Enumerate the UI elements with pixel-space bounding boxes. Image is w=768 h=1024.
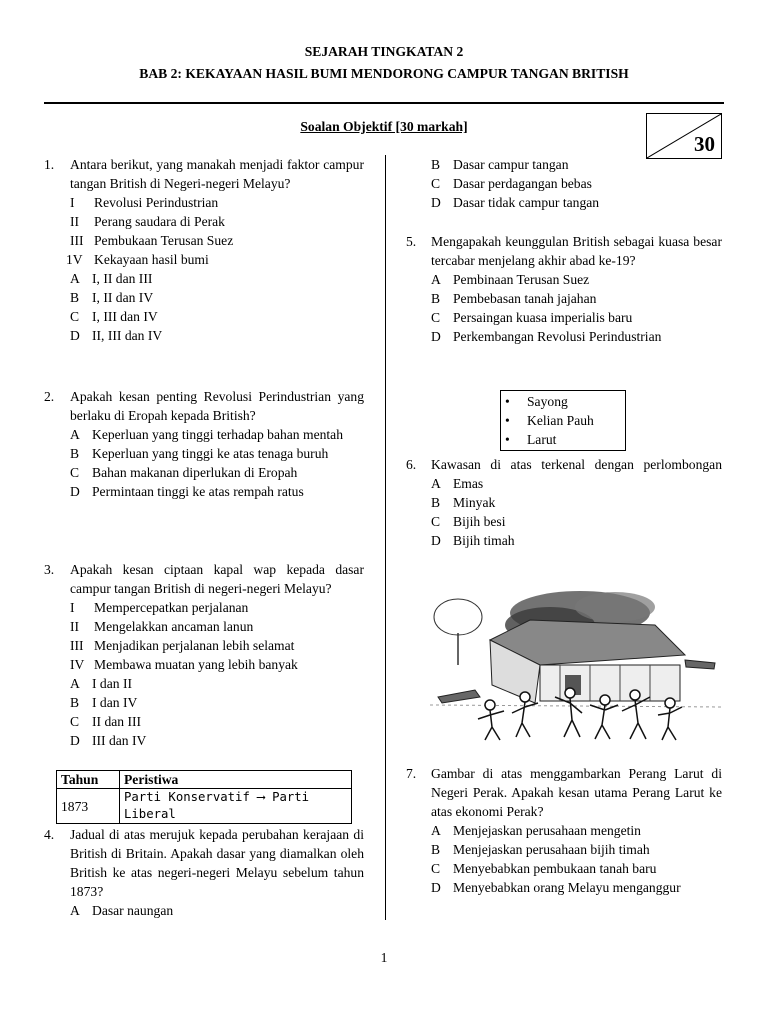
option-text: Menyebabkan pembukaan tanah baru	[453, 861, 657, 876]
question-number: 6.	[406, 457, 417, 472]
answer-option[interactable]	[70, 901, 364, 920]
option-letter: B	[70, 290, 80, 305]
event-table	[56, 770, 352, 824]
option-letter: D	[70, 328, 80, 343]
page-number: 1	[380, 950, 388, 965]
larut-war-illustration	[430, 585, 722, 743]
question-text: Antara berikut, yang manakah menjadi faktor campur tangan British di Negeri-negeri Melayu?	[70, 157, 364, 191]
bullet-item	[505, 430, 623, 449]
answer-option[interactable]	[431, 512, 722, 531]
question-text-content: Kawasan di atas terkenal dengan perlombongan	[431, 457, 722, 472]
roman-item	[70, 193, 364, 212]
chapter-title: BAB 2: KEKAYAAN HASIL BUMI MENDORONG CAMPUR TANGAN BRITISH	[139, 66, 629, 81]
bullet-text: Kelian Pauh	[527, 413, 594, 428]
item-label: III	[70, 233, 84, 248]
option-letter: C	[431, 176, 441, 191]
table-row	[57, 789, 352, 824]
column-divider	[385, 155, 386, 920]
table-header-cell: Tahun	[57, 771, 120, 789]
answer-option[interactable]	[431, 155, 722, 174]
score-value: 30	[694, 132, 715, 156]
answer-option[interactable]	[431, 193, 722, 212]
item-text: Pembukaan Terusan Suez	[94, 233, 234, 248]
option-letter: D	[431, 195, 441, 210]
option-text: Menyebabkan orang Melayu menganggur	[453, 880, 681, 895]
option-letter: B	[431, 495, 441, 510]
answer-option[interactable]	[70, 482, 364, 501]
header-rule	[44, 102, 724, 104]
option-text: Keperluan yang tinggi ke atas tenaga buruh	[92, 446, 329, 461]
option-letter: A	[70, 271, 80, 286]
answer-option[interactable]	[70, 444, 364, 463]
item-text: Mempercepatkan perjalanan	[94, 600, 249, 615]
mining-areas-box	[500, 390, 626, 451]
question-2	[44, 387, 364, 501]
question-number: 4.	[44, 827, 55, 842]
option-letter: B	[70, 446, 80, 461]
question-number: 7.	[406, 766, 417, 781]
question-4-continued	[406, 155, 722, 212]
table-header-row	[57, 771, 352, 789]
answer-option[interactable]	[431, 474, 722, 493]
option-letter: C	[70, 309, 80, 324]
option-text: Dasar naungan	[92, 903, 174, 918]
option-letter: A	[70, 676, 80, 691]
answer-option[interactable]	[70, 674, 364, 693]
option-text: Dasar campur tangan	[453, 157, 569, 172]
option-letter: C	[431, 861, 441, 876]
item-label: 1V	[66, 252, 83, 267]
item-label: IV	[70, 657, 85, 672]
option-text: I, III dan IV	[92, 309, 158, 324]
item-label: I	[70, 600, 75, 615]
option-letter: A	[431, 476, 441, 491]
exam-title: SEJARAH TINGKATAN 2	[304, 44, 464, 59]
option-text: Pembebasan tanah jajahan	[453, 291, 597, 306]
option-letter: A	[431, 272, 441, 287]
option-text: Emas	[453, 476, 484, 491]
question-6	[406, 455, 722, 550]
option-letter: C	[70, 465, 80, 480]
item-label: II	[70, 214, 80, 229]
bullet-item	[505, 411, 623, 430]
option-letter: D	[431, 880, 441, 895]
answer-option[interactable]	[431, 840, 722, 859]
question-number: 5.	[406, 234, 417, 249]
item-text: Revolusi Perindustrian	[94, 195, 219, 210]
roman-item	[70, 231, 364, 250]
item-text: Menjadikan perjalanan lebih selamat	[94, 638, 295, 653]
option-text: Bijih timah	[453, 533, 515, 548]
option-letter: B	[431, 291, 441, 306]
option-letter: C	[431, 514, 441, 529]
option-text: Dasar tidak campur tangan	[453, 195, 600, 210]
option-letter: A	[70, 427, 80, 442]
question-text: Apakah kesan penting Revolusi Perindustrian yang berlaku di Eropah kepada British?	[70, 389, 364, 423]
question-7	[406, 764, 722, 897]
option-text: Bahan makanan diperlukan di Eropah	[92, 465, 298, 480]
bullet-icon: •	[505, 413, 510, 428]
option-text: II dan III	[92, 714, 142, 729]
option-letter: B	[431, 842, 441, 857]
question-text: Apakah kesan ciptaan kapal wap kepada dasar campur tangan British di negeri-negeri Melayu?	[70, 562, 364, 596]
answer-option[interactable]	[70, 269, 364, 288]
item-text: Membawa muatan yang lebih banyak	[94, 657, 298, 672]
bullet-item	[505, 392, 623, 411]
bullet-icon: •	[505, 394, 510, 409]
answer-option[interactable]	[431, 289, 722, 308]
option-letter: B	[70, 695, 80, 710]
section-heading: Soalan Objektif [30 markah]	[300, 119, 468, 134]
answer-option[interactable]	[431, 270, 722, 289]
answer-option[interactable]	[431, 531, 722, 550]
item-label: III	[70, 638, 84, 653]
answer-option[interactable]	[431, 859, 722, 878]
answer-option[interactable]	[431, 821, 722, 840]
answer-option[interactable]	[70, 326, 364, 345]
option-text: I dan IV	[92, 695, 138, 710]
answer-option[interactable]	[431, 308, 722, 327]
answer-option[interactable]	[70, 712, 364, 731]
option-letter: D	[431, 329, 441, 344]
answer-option[interactable]	[431, 493, 722, 512]
option-text: Keperluan yang tinggi terhadap bahan mentah	[92, 427, 344, 442]
roman-item	[70, 212, 364, 231]
question-text: Mengapakah keunggulan British sebagai kuasa besar tercabar menjelang akhir abad ke-19?	[431, 234, 722, 268]
answer-option[interactable]	[431, 174, 722, 193]
option-text: Permintaan tinggi ke atas rempah ratus	[92, 484, 304, 499]
roman-item	[70, 598, 364, 617]
option-text: Persaingan kuasa imperialis baru	[453, 310, 633, 325]
item-text: Kekayaan hasil bumi	[94, 252, 209, 267]
bullet-text: Sayong	[527, 394, 568, 409]
option-text: I, II dan III	[92, 271, 153, 286]
question-3	[44, 560, 364, 750]
option-letter: D	[431, 533, 441, 548]
roman-item	[70, 636, 364, 655]
question-1	[44, 155, 364, 345]
table-header-cell: Peristiwa	[120, 771, 352, 789]
option-text: III dan IV	[92, 733, 147, 748]
option-text: I, II dan IV	[92, 290, 154, 305]
option-text: Menjejaskan perusahaan bijih timah	[453, 842, 650, 857]
question-text: Gambar di atas menggambarkan Perang Larut di Negeri Perak. Apakah kesan utama Perang Larut ke atas ekonomi Perak?	[431, 766, 722, 819]
option-letter: D	[70, 484, 80, 499]
table-cell: Parti Konservatif ⟶ Parti Liberal	[120, 789, 352, 824]
question-number: 3.	[44, 562, 55, 577]
answer-option[interactable]	[70, 307, 364, 326]
option-text: Minyak	[453, 495, 496, 510]
answer-option[interactable]	[70, 693, 364, 712]
option-text: Perkembangan Revolusi Perindustrian	[453, 329, 662, 344]
table-cell: 1873	[57, 789, 120, 824]
question-5	[406, 232, 722, 346]
item-label: II	[70, 619, 80, 634]
option-text: I dan II	[92, 676, 133, 691]
roman-item	[70, 617, 364, 636]
item-label: I	[70, 195, 75, 210]
option-letter: A	[70, 903, 80, 918]
roman-item	[66, 250, 364, 269]
answer-option[interactable]	[70, 288, 364, 307]
option-text: Menjejaskan perusahaan mengetin	[453, 823, 641, 838]
item-text: Perang saudara di Perak	[94, 214, 225, 229]
option-text: Dasar perdagangan bebas	[453, 176, 592, 191]
answer-option[interactable]	[70, 463, 364, 482]
option-letter: B	[431, 157, 441, 172]
option-letter: A	[431, 823, 441, 838]
answer-option[interactable]	[431, 327, 722, 346]
answer-option[interactable]	[431, 878, 722, 897]
bullet-text: Larut	[527, 432, 557, 447]
option-text: Pembinaan Terusan Suez	[453, 272, 590, 287]
option-letter: C	[70, 714, 80, 729]
answer-option[interactable]	[70, 731, 364, 750]
question-number: 2.	[44, 389, 55, 404]
question-text	[431, 455, 722, 474]
item-text: Mengelakkan ancaman lanun	[94, 619, 254, 634]
score-box	[646, 113, 722, 159]
option-text: II, III dan IV	[92, 328, 163, 343]
question-4	[44, 825, 364, 920]
question-number: 1.	[44, 157, 55, 172]
option-letter: C	[431, 310, 441, 325]
bullet-icon: •	[505, 432, 510, 447]
option-letter: D	[70, 733, 80, 748]
roman-item	[70, 655, 364, 674]
question-text: Jadual di atas merujuk kepada perubahan kerajaan di British di Britain. Apakah dasar yang diamalkan oleh British ke atas negeri-negeri Melayu sebelum tahun 1873?	[70, 827, 364, 899]
answer-option[interactable]	[70, 425, 364, 444]
option-text: Bijih besi	[453, 514, 506, 529]
